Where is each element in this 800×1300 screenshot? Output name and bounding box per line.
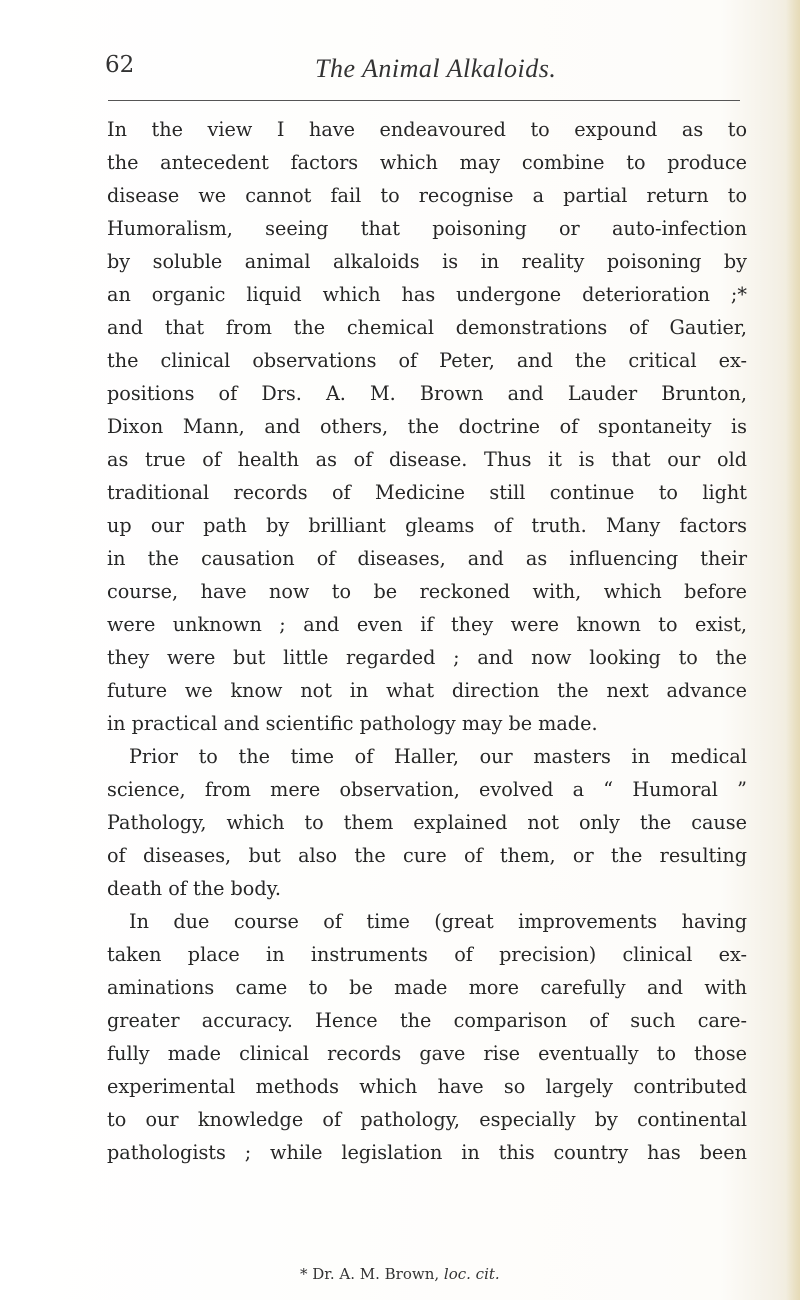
text-line: disease we cannot fail to recognise a partial return to xyxy=(107,184,747,207)
text-line: up our path by brilliant gleams of truth. Many factors xyxy=(107,514,747,537)
text-line: positions of Drs. A. M. Brown and Lauder Brunton, xyxy=(107,382,747,405)
text-line: and that from the chemical demonstrations of Gautier, xyxy=(107,316,747,339)
page-edge-shadow xyxy=(786,0,800,1300)
footnote-text: Dr. A. M. Brown, xyxy=(312,1265,440,1283)
text-line: Pathology, which to them explained not only the cause xyxy=(107,811,747,834)
text-line: fully made clinical records gave rise eventually to those xyxy=(107,1042,747,1065)
text-line: the clinical observations of Peter, and the critical ex- xyxy=(107,349,747,372)
text-line: an organic liquid which has undergone deterioration ;* xyxy=(107,283,747,306)
text-line: greater accuracy. Hence the comparison of such care- xyxy=(107,1009,747,1032)
text-line: In the view I have endeavoured to expound as to xyxy=(107,118,747,141)
text-line: Prior to the time of Haller, our masters in medical xyxy=(129,745,747,768)
page-number: 62 xyxy=(105,52,135,78)
text-line: death of the body. xyxy=(107,877,282,900)
text-line: traditional records of Medicine still continue to light xyxy=(107,481,747,504)
text-line: aminations came to be made more carefully and with xyxy=(107,976,747,999)
text-line: Dixon Mann, and others, the doctrine of spontaneity is xyxy=(107,415,747,438)
text-line: taken place in instruments of precision) clinical ex- xyxy=(107,943,747,966)
text-line: pathologists ; while legislation in this country has been xyxy=(107,1141,747,1164)
text-line: to our knowledge of pathology, especially by continental xyxy=(107,1108,747,1131)
text-line: in the causation of diseases, and as influencing their xyxy=(107,547,747,570)
text-line: they were but little regarded ; and now looking to the xyxy=(107,646,747,669)
text-line: the antecedent factors which may combine to produce xyxy=(107,151,747,174)
text-line: in practical and scientific pathology may be made. xyxy=(107,712,598,735)
text-line: course, have now to be reckoned with, which before xyxy=(107,580,747,603)
footnote-marker: * xyxy=(300,1265,308,1283)
text-line: experimental methods which have so largely contributed xyxy=(107,1075,747,1098)
text-line: of diseases, but also the cure of them, or the resulting xyxy=(107,844,747,867)
page-header xyxy=(105,52,745,92)
text-line: as true of health as of disease. Thus it is that our old xyxy=(107,448,747,471)
footnote-citation: loc. cit. xyxy=(443,1265,500,1283)
footnote xyxy=(300,1265,500,1283)
text-line: future we know not in what direction the next advance xyxy=(107,679,747,702)
text-line: were unknown ; and even if they were known to exist, xyxy=(107,613,747,636)
text-line: science, from mere observation, evolved a “ Humoral ” xyxy=(107,778,747,801)
header-rule xyxy=(108,100,740,101)
body-text xyxy=(107,113,747,1169)
text-line: by soluble animal alkaloids is in reality poisoning by xyxy=(107,250,747,273)
running-title: The Animal Alkaloids. xyxy=(315,54,557,83)
text-line: In due course of time (great improvements having xyxy=(129,910,747,933)
text-line: Humoralism, seeing that poisoning or auto-infection xyxy=(107,217,747,240)
